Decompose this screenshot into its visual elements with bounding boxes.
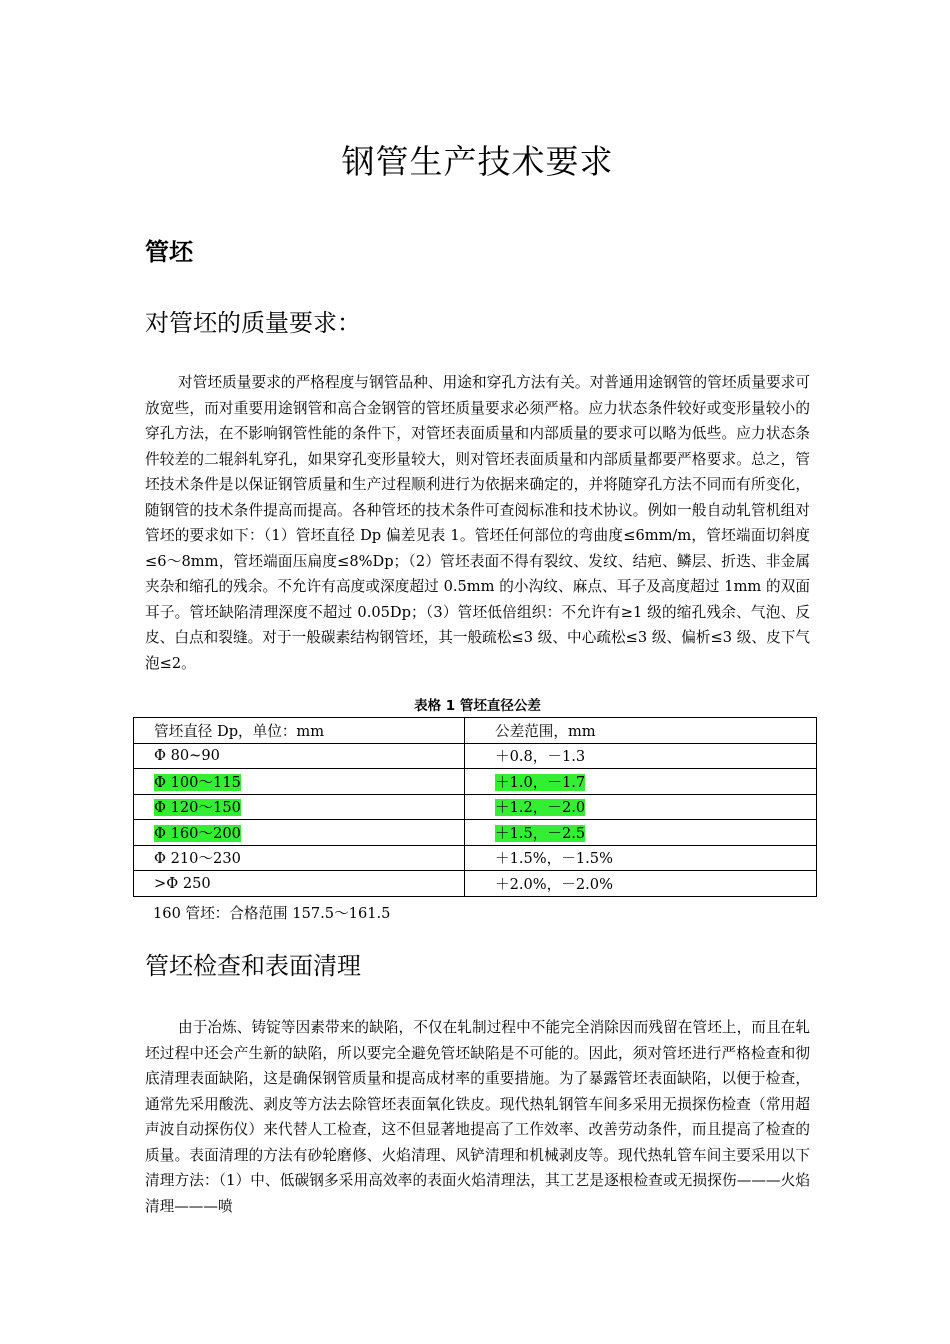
document-title: 钢管生产技术要求 (341, 142, 614, 181)
highlighted-text: Φ 160～200 (154, 824, 241, 842)
diameter-tolerance-table (133, 717, 817, 897)
highlighted-text: ＋1.2，－2.0 (495, 799, 586, 817)
table-header-row (134, 718, 817, 744)
table-cell-diameter (134, 820, 465, 846)
table-cell-diameter (134, 769, 465, 795)
table-cell-diameter: Φ 210～230 (134, 845, 465, 871)
table-cell-diameter: Φ 80~90 (134, 743, 465, 769)
highlighted-text: ＋1.5，－2.5 (495, 824, 586, 842)
table-row (134, 845, 817, 871)
table-cell-tolerance (465, 769, 817, 795)
highlighted-text: Φ 100～115 (154, 773, 241, 791)
table-note: 160 管坯：合格范围 157.5～161.5 (153, 905, 391, 922)
inspection-paragraph: 由于冶炼、铸锭等因素带来的缺陷，不仅在轧制过程中不能完全消除因而残留在管坯上，而且在轧坯过程中还会产生新的缺陷，所以要完全避免管坯缺陷是不可能的。因此，须对管坯进行严格检查和彻底清理表面缺陷，这是确保钢管质量和提高成材率的重要措施。为了暴露管坯表面缺陷，以便于检查，通常先采用酸洗、剥皮等方法去除管坯表面氧化铁皮。现代热轧钢管车间多采用无损探伤检查（常用超声波自动探伤仪）来代替人工检查，这不但显著地提高了工作效率、改善劳动条件，而且提高了检查的质量。表面清理的方法有砂轮磨修、火焰清理、风铲清理和机械剥皮等。现代热轧管车间主要采用以下清理方法：（1）中、低碳钢多采用高效率的表面火焰清理法，其工艺是逐根检查或无损探伤———火焰清理———喷 (145, 1019, 810, 1215)
table-cell-tolerance (465, 794, 817, 820)
table-row (134, 794, 817, 820)
table-cell-tolerance: ＋2.0%，－2.0% (465, 871, 817, 897)
table-row (134, 743, 817, 769)
highlighted-text: Φ 120～150 (154, 799, 241, 817)
table-header-cell: 公差范围，mm (465, 718, 817, 744)
subsection-heading-inspection: 管坯检查和表面清理 (145, 952, 361, 980)
table-cell-diameter (134, 794, 465, 820)
table-row (134, 820, 817, 846)
highlighted-text: ＋1.0，－1.7 (495, 773, 586, 791)
table-cell-tolerance: ＋0.8，－1.3 (465, 743, 817, 769)
table-row (134, 769, 817, 795)
table-cell-diameter: >Φ 250 (134, 871, 465, 897)
table-cell-tolerance: ＋1.5%，－1.5% (465, 845, 817, 871)
quality-paragraph: 对管坯质量要求的严格程度与钢管品种、用途和穿孔方法有关。对普通用途钢管的管坯质量要求可放宽些，而对重要用途钢管和高合金钢管的管坯质量要求必须严格。应力状态条件较好或变形量较小的穿孔方法，在不影响钢管性能的条件下，对管坯表面质量和内部质量的要求可以略为低些。应力状态条件较差的二辊斜轧穿孔，如果穿孔变形量较大，则对管坯表面质量和内部质量都要严格要求。总之，管坯技术条件是以保证钢管质量和生产过程顺利进行为依据来确定的，并将随穿孔方法不同而有所变化，随钢管的技术条件提高而提高。各种管坯的技术条件可查阅标准和技术协议。例如一般自动轧管机组对管坯的要求如下：（1）管坯直径 Dp 偏差见表 1。管坯任何部位的弯曲度≤6mm/m，管坯端面切斜度≤6～8mm，管坯端面压扁度≤8%Dp；（2）管坯表面不得有裂纹、发纹、结疤、鳞层、折迭、非金属夹杂和缩孔的残余。不允许有高度或深度超过 0.5mm 的小沟纹、麻点、耳子及高度超过 1mm 的双面耳子。管坯缺陷清理深度不超过 0.05Dp；（3）管坯低倍组织：不允许有≥1 级的缩孔残余、气泡、反皮、白点和裂缝。对于一般碳素结构钢管坯，其一般疏松≤3 级、中心疏松≤3 级、偏析≤3 级、皮下气泡≤2。 (145, 374, 810, 672)
section-heading-billet: 管坯 (145, 238, 193, 266)
table-cell-tolerance (465, 820, 817, 846)
table-caption: 表格 1 管坯直径公差 (414, 698, 541, 714)
subsection-heading-quality: 对管坯的质量要求： (145, 309, 361, 337)
table-row (134, 871, 817, 897)
table-header-cell: 管坯直径 Dp，单位：mm (134, 718, 465, 744)
